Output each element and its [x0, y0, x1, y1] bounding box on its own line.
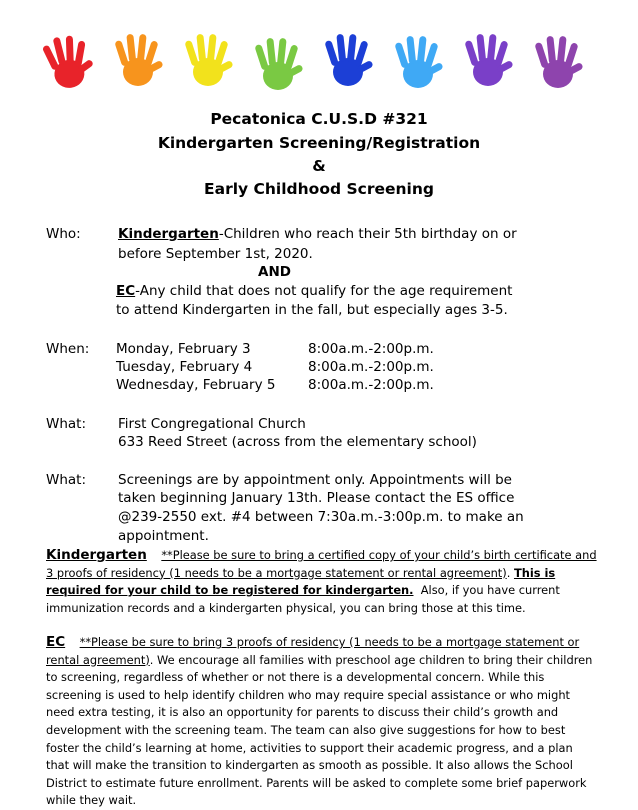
kindergarten-extra-note: Also, if you have current immunization records and a kindergarten physical, you can bring those at this time.: [46, 583, 560, 615]
when-time: 8:00a.m.-2:00p.m.: [308, 377, 434, 393]
orange-handprint: [114, 34, 163, 86]
violet-handprint: [464, 34, 513, 86]
where-label: What:: [46, 416, 87, 432]
when-day: Wednesday, February 5: [116, 377, 276, 393]
kindergarten-criteria: -Children who reach their 5th birthday on or: [218, 226, 517, 242]
early-childhood-title: Early Childhood Screening: [204, 180, 434, 198]
what-label: What:: [46, 472, 87, 488]
when-day: Monday, February 3: [116, 341, 251, 357]
kindergarten-term: Kindergarten: [118, 226, 219, 242]
ec-paragraph: [46, 634, 598, 810]
screening-title: Kindergarten Screening/Registration: [157, 134, 481, 152]
and-separator: AND: [258, 264, 291, 280]
ec-criteria: -Any child that does not qualify for the age requirement: [135, 283, 513, 299]
handprints-banner: [40, 32, 600, 94]
appointment-info: Screenings are by appointment only. Appointments will be: [118, 472, 512, 488]
ec-criteria-cont: to attend Kindergarten in the fall, but especially ages 3-5.: [116, 302, 508, 318]
ec-documents-note: **Please be sure to bring 3 proofs of residency (1 needs to be a mortgage statement or rental agreement): [46, 635, 580, 667]
ec-description: . We encourage all families with preschool age children to bring their children to screening, regardless of whether or not there is a developmental concern. While this screening is used to help identify children who may require special assistance or who might need extra testing, it is also an opportunity for parents to discuss their child’s growth and development with the screening team. The team can also give suggestions for how to best foster the child’s learning at home, activities to support their academic progress, and a plan that will make the transition to kindergarten as smooth as possible. It also allows the School District to estimate future enrollment. Parents will be asked to complete some brief paperwork while they wait.: [46, 652, 593, 808]
appointment-info: appointment.: [118, 528, 209, 544]
kindergarten-heading: Kindergarten: [46, 547, 147, 563]
who-label: Who:: [46, 226, 81, 242]
appointment-info: @239-2550 ext. #4 between 7:30a.m.-3:00p.m. to make an: [118, 509, 524, 525]
appointment-info: taken beginning January 13th. Please contact the ES office: [118, 490, 515, 506]
light-blue-handprint: [394, 36, 443, 88]
kindergarten-paragraph: Kindergarten **Please be sure to bring a certified copy of your child’s birth certificate and 3 proofs of residency (1 needs to be a mortgage statement or rental agreement). This is required for your child to be registered for kindergarten. Also, if you have current immunization records and a kindergarten physical, you can bring those at this time.: [46, 547, 597, 615]
when-label: When:: [46, 341, 90, 357]
kindergarten-required-note: This is required for your child to be registered for kindergarten.: [46, 565, 556, 598]
kindergarten-documents-note: **Please be sure to bring a certified copy of your child’s birth certificate and 3 proofs of residency (1 needs to be a mortgage statement or rental agreement): [46, 548, 597, 580]
kindergarten-criteria-cont: before September 1st, 2020.: [118, 246, 313, 262]
who-kindergarten-line: [118, 226, 517, 242]
green-handprint: [254, 38, 303, 90]
district-title: Pecatonica C.U.S.D #321: [210, 110, 428, 128]
who-ec-line: [116, 283, 512, 299]
purple-handprint: [534, 36, 583, 88]
red-handprint: [41, 32, 97, 91]
ampersand: &: [312, 157, 326, 175]
ec-heading: EC: [46, 634, 66, 650]
when-time: 8:00a.m.-2:00p.m.: [308, 359, 434, 375]
venue-address: 633 Reed Street (across from the elementary school): [118, 434, 477, 450]
when-time: 8:00a.m.-2:00p.m.: [308, 341, 434, 357]
blue-handprint: [324, 34, 373, 86]
ec-term: EC: [116, 283, 136, 299]
yellow-handprint: [184, 34, 233, 86]
venue-name: First Congregational Church: [118, 416, 306, 432]
when-day: Tuesday, February 4: [116, 359, 253, 375]
